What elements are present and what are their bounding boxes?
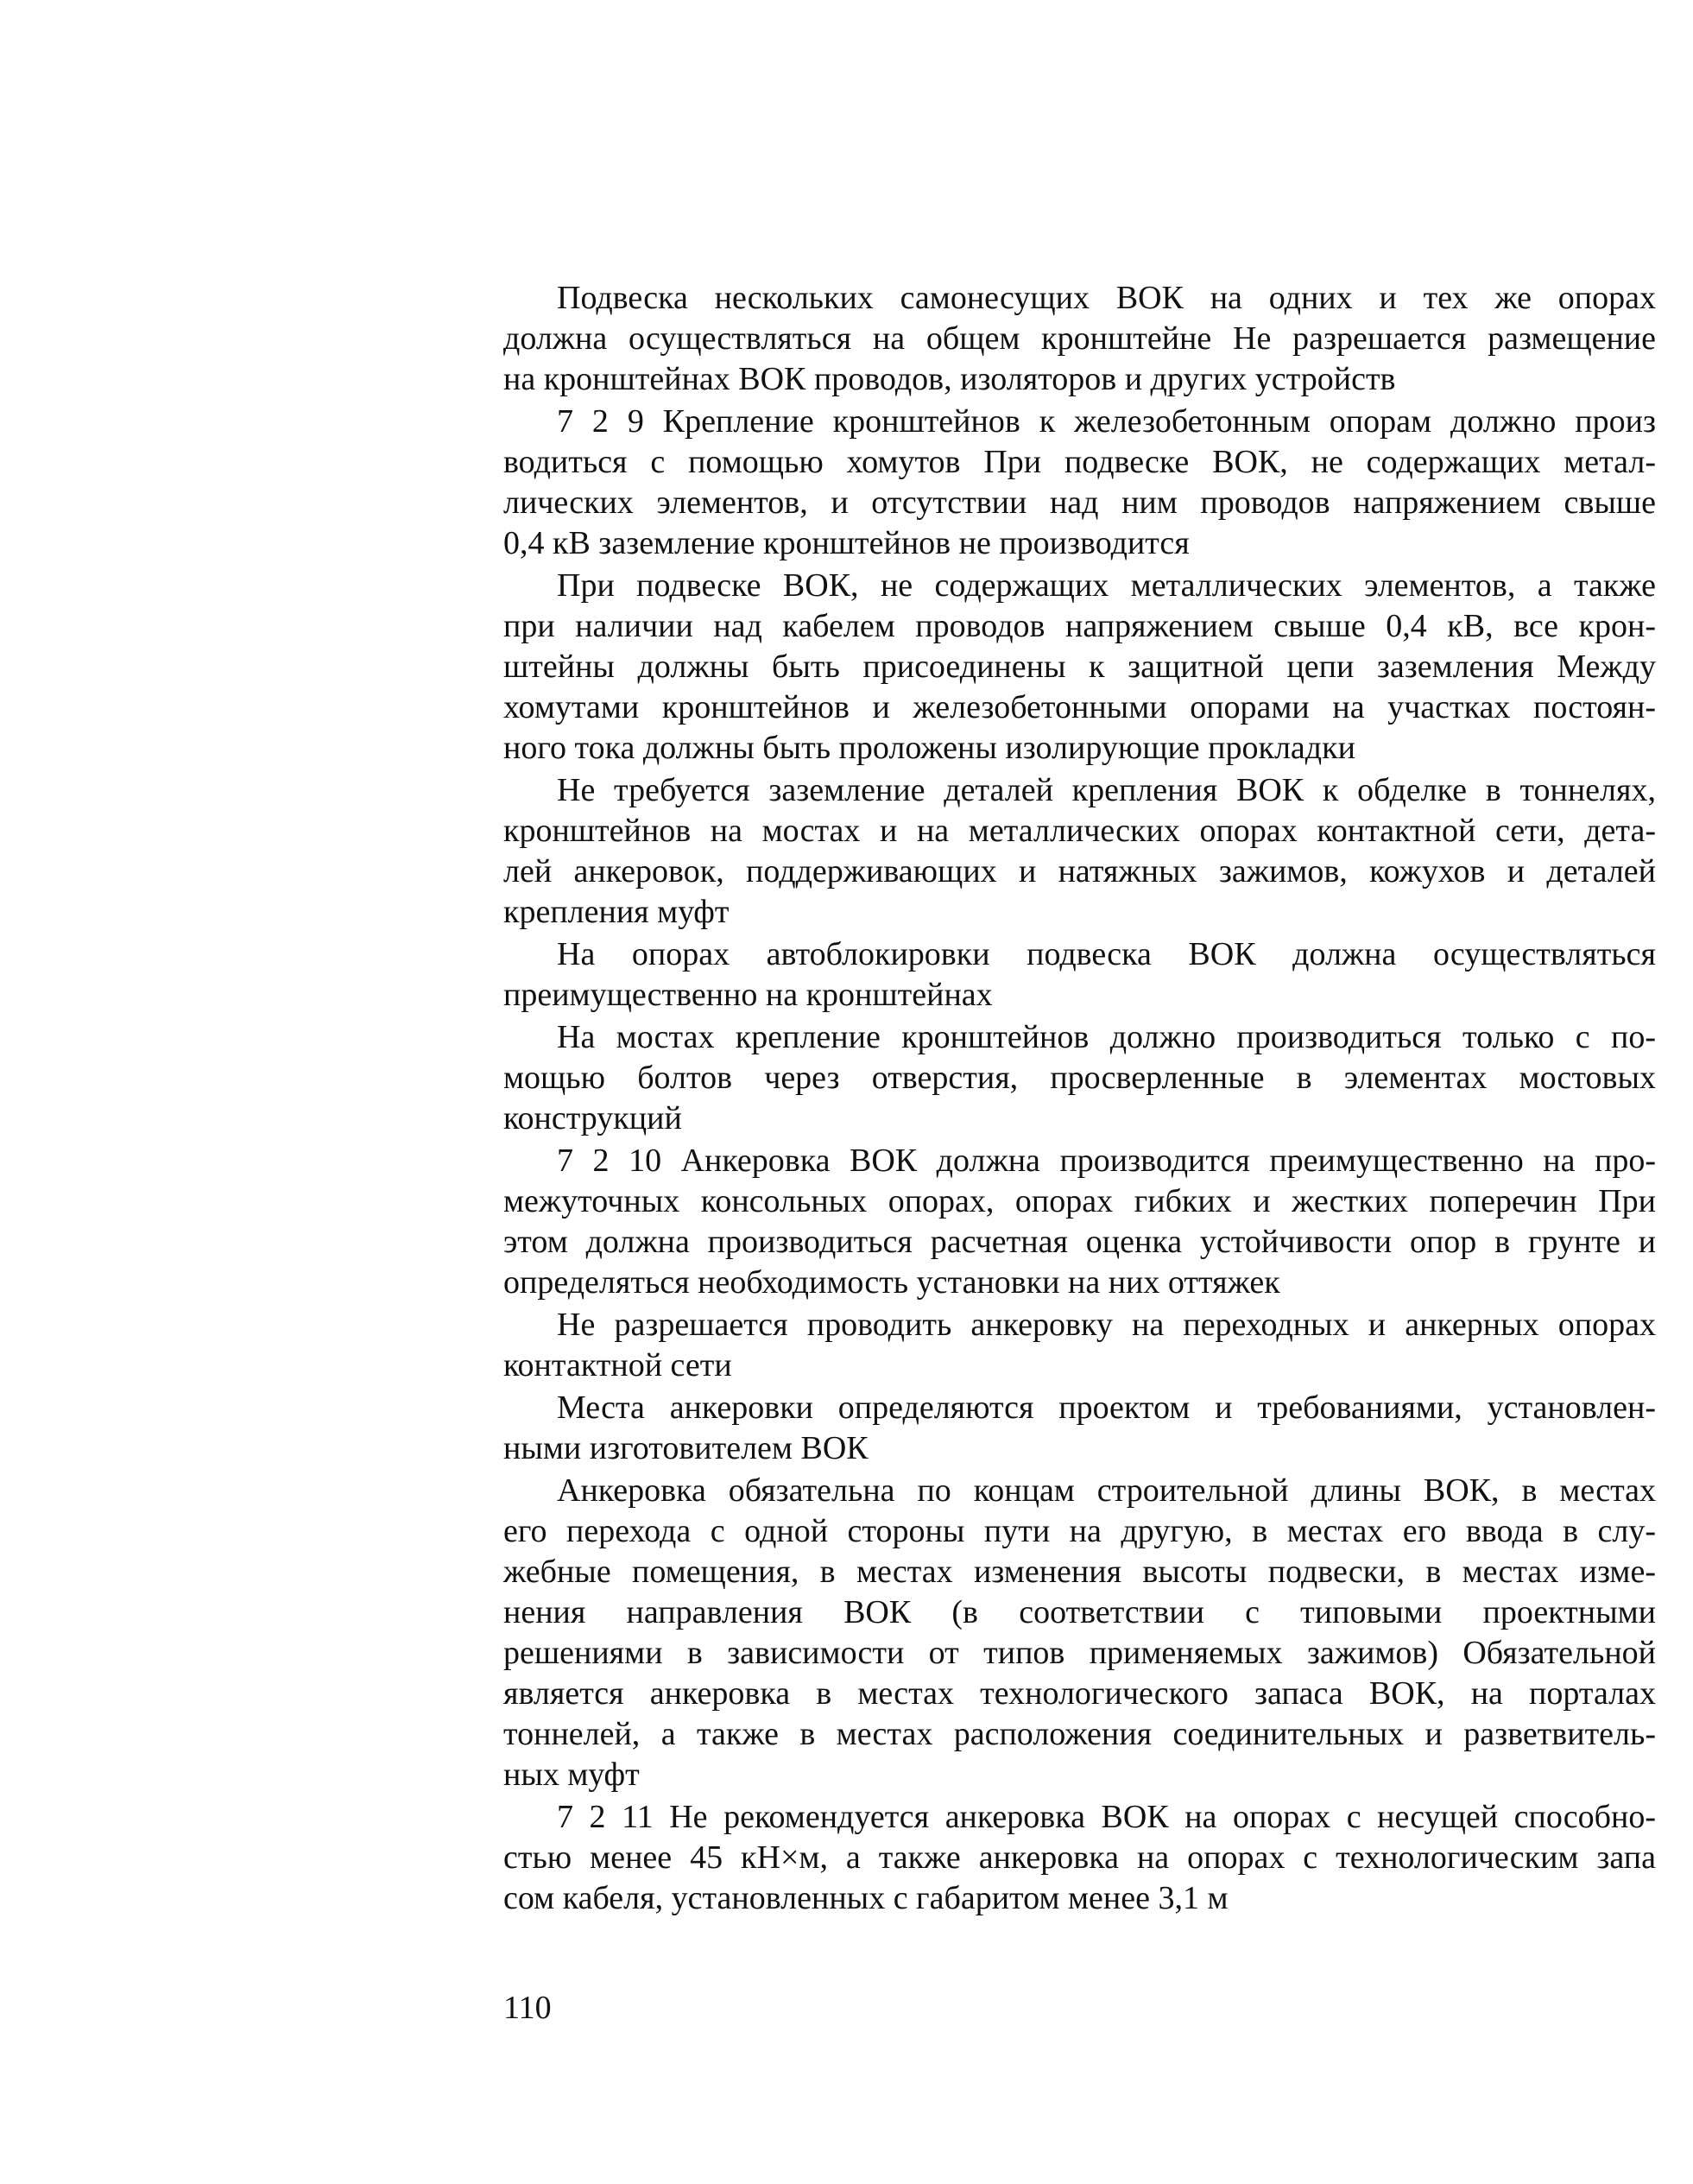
paragraph	[503, 1388, 1656, 1469]
text-line: межуточных консольных опорах, опорах гибких и жестких поперечин При	[503, 1183, 1656, 1219]
text-line: Не разрешается проводить анкеровку на переходных и анкерных опорах	[557, 1307, 1656, 1343]
text-line: 0,4 кВ заземление кронштейнов не производится	[503, 525, 1190, 561]
paragraph	[503, 402, 1656, 564]
text-line: на кронштейнах ВОК проводов, изоляторов и других устройств	[503, 361, 1396, 397]
text-line: На мостах крепление кронштейнов должно производиться только с по-	[557, 1019, 1656, 1055]
text-line: лических элементов, и отсутствии над ним проводов напряжением свыше	[503, 484, 1656, 521]
page-number: 110	[503, 1990, 552, 2026]
text-line: Подвеска нескольких самонесущих ВОК на одних и тех же опорах	[557, 280, 1656, 316]
text-line: преимущественно на кронштейнах	[503, 977, 993, 1013]
text-line: штейны должны быть присоединены к защитной цепи заземления Между	[503, 649, 1656, 685]
paragraph	[503, 934, 1656, 1016]
text-line: ными изготовителем ВОК	[503, 1430, 869, 1466]
text-line: решениями в зависимости от типов применяемых зажимов) Обязательной	[503, 1635, 1656, 1671]
text-line: нения направления ВОК (в соответствии с типовыми проектными	[503, 1594, 1656, 1630]
text-line: определяться необходимость установки на них оттяжек	[503, 1264, 1280, 1301]
text-line: Не требуется заземление деталей крепления ВОК к обделке в тоннелях,	[557, 772, 1656, 808]
paragraph	[503, 1141, 1656, 1303]
paragraph	[503, 1797, 1656, 1919]
text-line: Анкеровка обязательна по концам строительной длины ВОК, в местах	[557, 1472, 1656, 1509]
text-line: является анкеровка в местах технологического запаса ВОК, на порталах	[503, 1675, 1656, 1712]
paragraph	[503, 1305, 1656, 1386]
text-line: крепления муфт	[503, 894, 730, 930]
text-line: 7 2 11 Не рекомендуется анкеровка ВОК на опорах с несущей способно-	[557, 1799, 1656, 1835]
text-line: стью менее 45 кН×м, а также анкеровка на опорах с технологическим запа	[503, 1839, 1656, 1876]
text-line: при наличии над кабелем проводов напряжением свыше 0,4 кВ, все крон-	[503, 608, 1656, 644]
text-line: водиться с помощью хомутов При подвеске ВОК, не содержащих метал-	[503, 444, 1656, 480]
body-text	[503, 278, 1656, 1921]
paragraph	[503, 770, 1656, 933]
text-line: Места анкеровки определяются проектом и требованиями, установлен-	[557, 1390, 1656, 1426]
paragraph	[503, 1471, 1656, 1795]
text-line: тоннелей, а также в местах расположения соединительных и разветвитель-	[503, 1716, 1656, 1752]
text-line: ного тока должны быть проложены изолирующие прокладки	[503, 730, 1355, 766]
text-line: ных муфт	[503, 1757, 640, 1793]
text-line: При подвеске ВОК, не содержащих металлических элементов, а также	[557, 567, 1656, 604]
text-line: контактной сети	[503, 1347, 732, 1383]
text-line: конструкций	[503, 1100, 682, 1136]
text-line: 7 2 9 Крепление кронштейнов к железобетонным опорам должно произ	[557, 403, 1656, 440]
text-line: должна осуществляться на общем кронштейне Не разрешается размещение	[503, 320, 1656, 357]
text-line: этом должна производиться расчетная оценка устойчивости опор в грунте и	[503, 1224, 1656, 1260]
text-line: На опорах автоблокировки подвеска ВОК должна осуществляться	[557, 936, 1656, 972]
text-line: хомутами кронштейнов и железобетонными опорами на участках постоян-	[503, 689, 1656, 725]
text-line: жебные помещения, в местах изменения высоты подвески, в местах изме-	[503, 1554, 1656, 1590]
paragraph	[503, 278, 1656, 400]
paragraph	[503, 566, 1656, 769]
text-line: лей анкеровок, поддерживающих и натяжных зажимов, кожухов и деталей	[503, 853, 1656, 889]
text-line: 7 2 10 Анкеровка ВОК должна производится преимущественно на про-	[557, 1143, 1656, 1179]
text-line: его перехода с одной стороны пути на другую, в местах его ввода в слу-	[503, 1513, 1656, 1549]
text-line: сом кабеля, установленных с габаритом менее 3,1 м	[503, 1880, 1229, 1916]
text-line: кронштейнов на мостах и на металлических опорах контактной сети, дета-	[503, 813, 1656, 849]
text-line: мощью болтов через отверстия, просверленные в элементах мостовых	[503, 1060, 1656, 1096]
paragraph	[503, 1017, 1656, 1139]
